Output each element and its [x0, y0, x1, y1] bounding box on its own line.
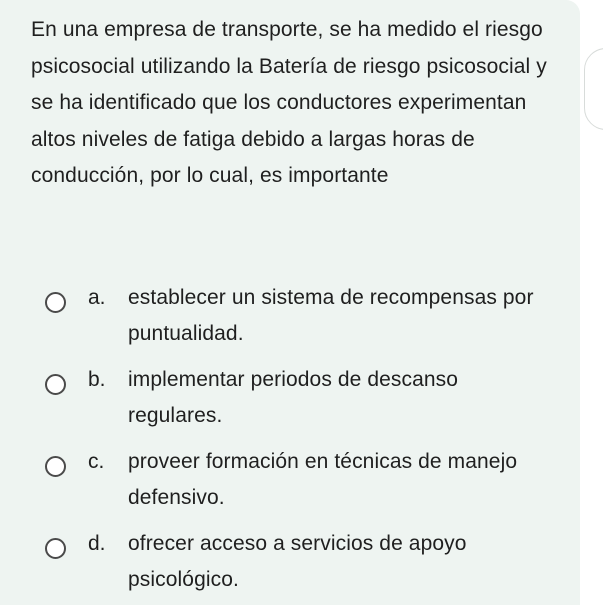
question-text: En una empresa de transporte, se ha medido el riesgo psicosocial utilizando la Batería de riesgo psicosocial y se ha identificado que los conductores experimentan altos niveles de fatiga debido a largas horas de conducción, por lo cual, es importante	[31, 18, 547, 188]
option-letter-c: c.	[88, 450, 105, 473]
option-letter-b: b.	[88, 368, 106, 391]
radio-button-b[interactable]	[45, 374, 66, 395]
option-letter-d: d.	[88, 532, 106, 555]
radio-button-d[interactable]	[45, 538, 66, 559]
option-text-a: establecer un sistema de recompensas por puntualidad.	[128, 286, 534, 345]
radio-button-c[interactable]	[45, 456, 66, 477]
option-c[interactable]	[0, 444, 580, 526]
option-d[interactable]	[0, 526, 580, 605]
adjacent-card-edge	[584, 48, 603, 130]
option-text-b: implementar periodos de descanso regulares.	[128, 368, 459, 427]
radio-button-a[interactable]	[45, 292, 66, 313]
option-letter-a: a.	[88, 286, 106, 309]
answer-options	[0, 280, 580, 605]
option-text-d: ofrecer acceso a servicios de apoyo psicológico.	[128, 532, 467, 591]
option-b[interactable]	[0, 362, 580, 444]
option-text-c: proveer formación en técnicas de manejo defensivo.	[128, 450, 518, 509]
option-a[interactable]	[0, 280, 580, 362]
